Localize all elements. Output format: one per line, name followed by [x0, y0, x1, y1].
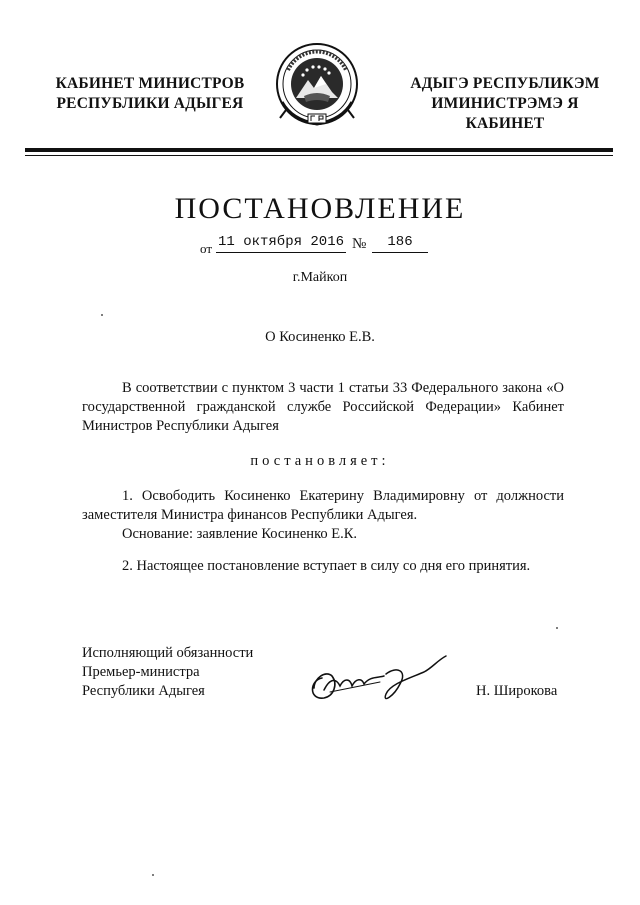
header-right-line-1: АДЫГЭ РЕСПУБЛИКЭМ	[410, 75, 600, 92]
document-subject: О Косиненко Е.В.	[265, 329, 375, 345]
signer-name: Н. Широкова	[476, 683, 558, 699]
date-prefix: от	[200, 241, 213, 256]
document-type-title: ПОСТАНОВЛЕНИЕ	[174, 192, 466, 225]
header-left-line-2: РЕСПУБЛИКИ АДЫГЕЯ	[56, 95, 244, 112]
document-city: г.Майкоп	[292, 270, 348, 285]
signatory-title-line-3: Республики Адыгея	[82, 683, 205, 699]
document-number: 186	[372, 232, 428, 253]
scan-speck	[101, 314, 103, 316]
signatory-title-line-2: Премьер-министра	[82, 664, 200, 680]
header-right-line-2: ИМИНИСТРЭМЭ Я КАБИНЕТ	[431, 95, 579, 132]
header-rule-thin	[25, 155, 613, 156]
decree-item-1: 1. Освободить Косиненко Екатерину Владимировну от должности заместителя Министра финансов Республики Адыгея.	[82, 488, 564, 523]
scan-speck	[152, 874, 154, 876]
header-left-line-1: КАБИНЕТ МИНИСТРОВ	[55, 75, 245, 92]
decree-basis: Основание: заявление Косиненко Е.К.	[122, 526, 358, 542]
signatory-title-line-1: Исполняющий обязанности	[82, 645, 254, 661]
signatory-title	[82, 644, 253, 701]
header-rule-thick	[25, 148, 613, 152]
decree-item-2: 2. Настоящее постановление вступает в силу со дня его принятия.	[122, 558, 531, 574]
scan-speck	[556, 627, 558, 629]
header-left-title	[55, 74, 245, 114]
number-label: №	[352, 236, 367, 252]
handwritten-signature-icon	[300, 648, 450, 708]
header-right-title	[395, 74, 615, 134]
preamble-paragraph: В соответствии с пунктом 3 части 1 статьи 33 Федерального закона «О государственной гражданской службе Российской Федерации» Кабинет Министров Республики Адыгея	[82, 380, 564, 434]
decree-word: постановляет:	[250, 453, 390, 469]
document-date: 11 октября 2016	[216, 232, 346, 253]
adygea-coat-of-arms-icon	[274, 40, 360, 130]
